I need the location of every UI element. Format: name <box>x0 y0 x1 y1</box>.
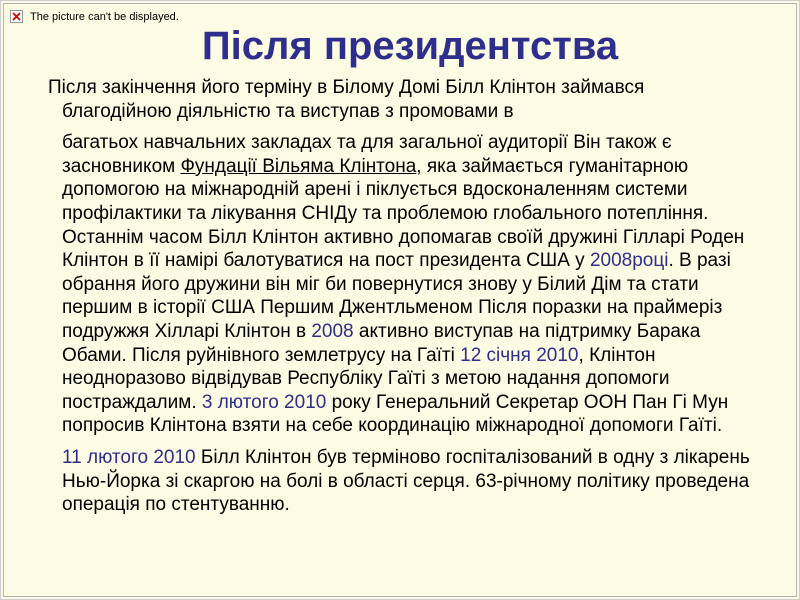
text-run: року Генеральний Секретар ООН Пан Гі Мун попросив Клінтона взяти на себе координацію міжнародної допомоги Гаїті. <box>62 391 729 437</box>
text-run: багатьох навчальних закладах та для загальної аудиторії Він також є засновником <box>62 132 672 177</box>
date-highlight: 2008році <box>589 250 669 272</box>
text-run: , яка займається гуманітарною допомогою на міжнародній арені і піклується вдосконаленням системи профілактики та лікування СНІДу та проблемою глобального потепління. Останнім часом Білл Клінтон активно допомагав своїй дружині Гілларі Роден Клінтон в її намірі балотуватися на пост президента США у <box>62 155 745 272</box>
text-run: активно виступав на підтримку Барака Обами. Після руйнівного землетрусу на Гаїті <box>62 320 701 366</box>
slide-body <box>48 76 752 517</box>
text-run: , Клінтон неодноразово відвідував Республіку Гаїті з метою надання допомоги постраждалим. <box>62 344 670 413</box>
date-highlight: 2008 <box>311 320 354 342</box>
text-run: . В разі обрання його дружини він міг би повернутися знову у Білий Дім та стати першим в історії США Першим Джентльменом Після поразки на праймеріз подружжя Хілларі Клінтон в <box>62 250 731 342</box>
broken-image-text: The picture can't be displayed. <box>30 11 179 23</box>
text-run: Білл Клінтон був терміново госпіталізований в одну з лікарень Нью-Йорка зі скаргою на болі в області серця. 63-річному політику проведена операція по стентуванню. <box>62 446 750 516</box>
clinton-foundation-link[interactable]: Фундації Вільяма Клінтона <box>180 155 417 177</box>
date-highlight: 12 січня 2010 <box>460 344 579 366</box>
text-run: Після закінчення його терміну в Білому Домі Білл Клінтон займався благодійною діяльністю та виступав з промовами в <box>48 77 645 122</box>
date-highlight: 3 лютого 2010 <box>201 391 327 413</box>
paragraph-1 <box>48 76 752 438</box>
slide-title: Після президентства <box>201 24 619 68</box>
date-highlight: 11 лютого 2010 <box>62 446 196 468</box>
line-gap <box>62 123 752 131</box>
paragraph-2 <box>62 446 752 517</box>
